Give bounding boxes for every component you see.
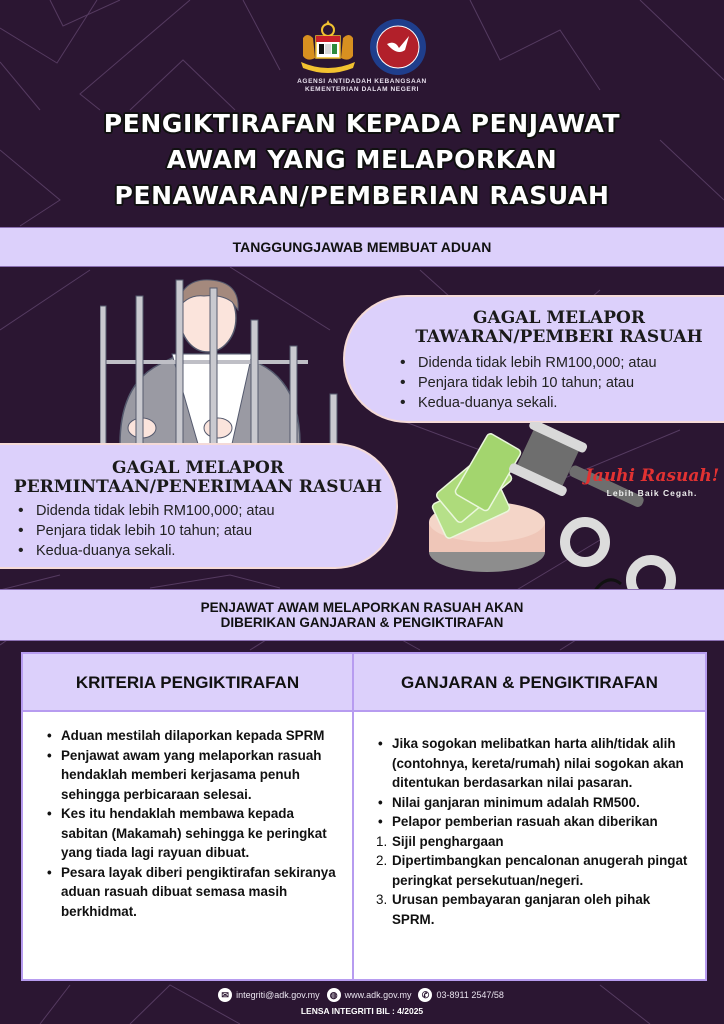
globe-icon: ◍ <box>327 988 341 1002</box>
page-title <box>0 106 724 214</box>
prisoner-behind-bars-illustration <box>100 268 350 444</box>
list-item: • Pelapor pemberian rasuah akan diberikan <box>376 812 693 832</box>
list-item: • Kes itu hendaklah membawa kepada sabitan (Makamah) sehingga ke peringkat yang tiada lagi rayuan dibuat. <box>45 804 340 863</box>
agency-name <box>0 78 724 94</box>
numbered-item <box>376 832 693 852</box>
offer-card-title-line-1: GAGAL MELAPOR <box>473 308 645 328</box>
offer-penalty-list <box>345 353 724 413</box>
list-item: • Penjara tidak lebih 10 tahun; atau <box>18 521 396 541</box>
slogan <box>582 466 722 498</box>
offer-failure-penalty-card <box>343 295 724 423</box>
reward-banner-line-1: PENJAWAT AWAM MELAPORKAN RASUAH AKAN <box>200 600 524 615</box>
website-contact[interactable] <box>327 988 412 1002</box>
email-contact[interactable] <box>218 988 320 1002</box>
item-text: Urusan pembayaran ganjaran oleh pihak SPRM. <box>392 892 651 927</box>
title-line-1: PENGIKTIRAFAN KEPADA PENJAWAT <box>103 109 621 138</box>
request-card-title-line-1: GAGAL MELAPOR <box>112 458 284 478</box>
title-line-2: AWAM YANG MELAPORKAN <box>166 145 558 174</box>
reward-banner-line-2: DIBERIKAN GANJARAN & PENGIKTIRAFAN <box>220 615 504 630</box>
list-item: • Kedua-duanya sekali. <box>400 393 724 413</box>
phone-icon: ✆ <box>418 988 432 1002</box>
criteria-list <box>45 726 340 921</box>
numbered-item <box>376 851 693 890</box>
criteria-cell <box>23 712 354 979</box>
offer-card-title-line-2: TAWARAN/PEMBERI RASUAH <box>415 327 703 347</box>
numbered-item <box>376 890 693 929</box>
responsibility-banner-text: TANGGUNGJAWAB MEMBUAT ADUAN <box>232 239 492 255</box>
recognition-table <box>21 652 707 981</box>
agency-line-1: AGENSI ANTIDADAH KEBANGSAAN <box>297 78 427 85</box>
request-card-title <box>0 459 396 497</box>
header-logos <box>0 18 724 76</box>
phone-text: 03-8911 2547/58 <box>436 990 504 1000</box>
list-item: • Kedua-duanya sekali. <box>18 541 396 561</box>
malaysia-coat-of-arms-icon <box>297 18 359 76</box>
request-card-title-line-2: PERMINTAAN/PENERIMAAN RASUAH <box>13 477 383 497</box>
responsibility-banner <box>0 227 724 267</box>
list-item: • Jika sogokan melibatkan harta alih/tidak alih (contohnya, kereta/rumah) nilai sogokan akan ditentukan berdasarkan nilai pasaran. <box>376 734 693 793</box>
list-item: • Didenda tidak lebih RM100,000; atau <box>400 353 724 373</box>
rewards-list <box>376 734 693 929</box>
adk-agency-logo-icon <box>369 18 427 76</box>
envelope-icon: ✉ <box>218 988 232 1002</box>
item-number: 2. <box>376 853 388 868</box>
agency-line-2: KEMENTERIAN DALAM NEGERI <box>304 86 420 93</box>
reward-banner <box>0 589 724 641</box>
list-item: • Aduan mestilah dilaporkan kepada SPRM <box>45 726 340 746</box>
list-item: • Pesara layak diberi pengiktirafan sekiranya aduan rasuah dibuat semasa masih berkhidmat. <box>45 863 340 922</box>
website-text: www.adk.gov.my <box>344 990 412 1000</box>
list-item: • Penjawat awam yang melaporkan rasuah hendaklah memberi kerjasama penuh sehingga perbicaraan selesai. <box>45 746 340 805</box>
item-number: 3. <box>376 892 388 907</box>
item-text: Dipertimbangkan pencalonan anugerah pingat peringkat persekutuan/negeri. <box>392 853 688 888</box>
request-failure-penalty-card <box>0 443 398 569</box>
slogan-sub: Lebih Baik Cegah. <box>606 488 698 498</box>
email-text: integriti@adk.gov.my <box>236 990 320 1000</box>
slogan-main: Jauhi Rasuah! <box>584 466 720 486</box>
table-header-rewards: GANJARAN & PENGIKTIRAFAN <box>354 654 705 712</box>
bulletin-label: LENSA INTEGRITI BIL : 4/2025 <box>300 1006 424 1016</box>
title-line-3: PENAWARAN/PEMBERIAN RASUAH <box>114 181 610 210</box>
list-item: • Penjara tidak lebih 10 tahun; atau <box>400 373 724 393</box>
item-text: Sijil penghargaan <box>392 833 504 849</box>
phone-contact[interactable] <box>418 988 503 1002</box>
contact-footer <box>0 988 724 1002</box>
list-item: • Nilai ganjaran minimum adalah RM500. <box>376 793 693 813</box>
table-header-criteria: KRITERIA PENGIKTIRAFAN <box>23 654 354 712</box>
list-item: • Didenda tidak lebih RM100,000; atau <box>18 501 396 521</box>
request-penalty-list <box>0 501 396 561</box>
offer-card-title <box>345 309 724 347</box>
gavel-money-handcuffs-illustration <box>425 422 724 607</box>
rewards-cell <box>354 712 705 979</box>
item-number: 1. <box>376 833 388 849</box>
